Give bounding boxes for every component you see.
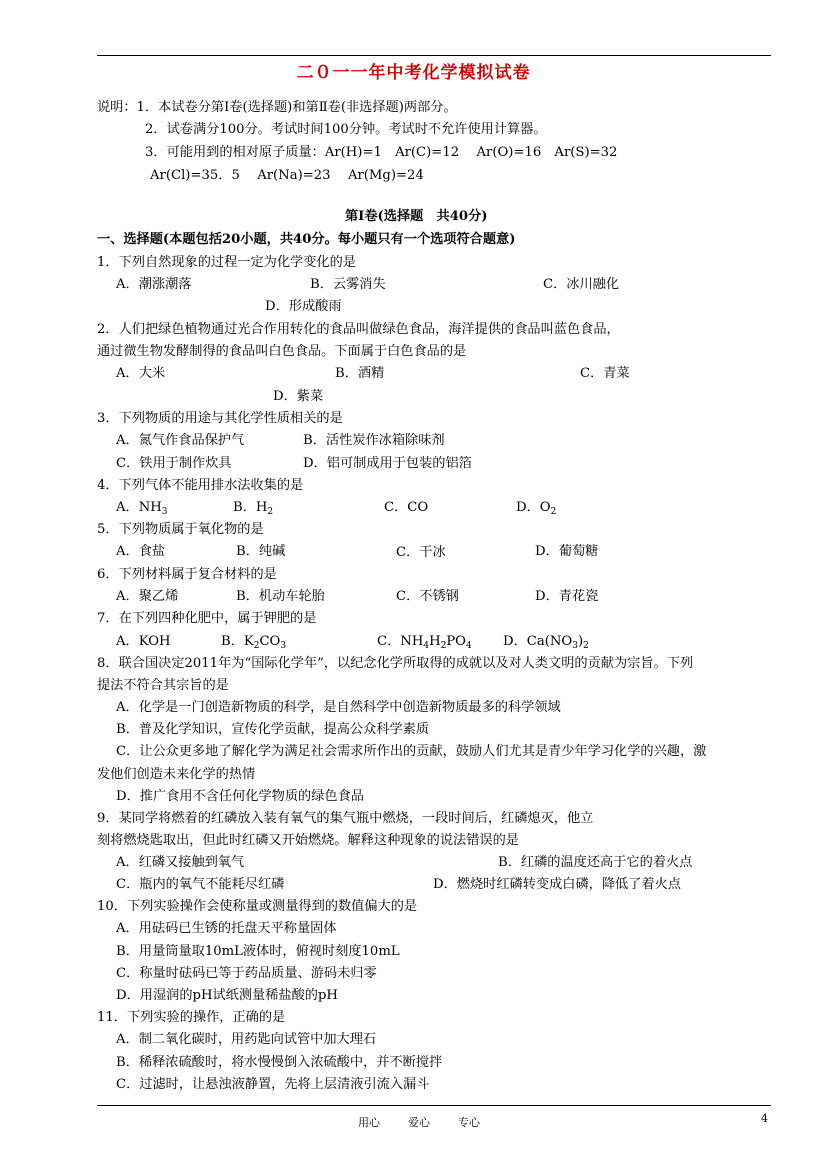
question-stem: 8．联合国决定2011年为“国际化学年”，以纪念化学所取得的成就以及对人类文明的贡献为宗旨。下列 [97,656,694,671]
question-stem-cont: 提法不符合其宗旨的是 [97,678,229,693]
footer-rule [97,1105,771,1106]
option-b: B．$H_2$ [233,500,274,517]
question-stem: 1．下列自然现象的过程一定为化学变化的是 [97,255,356,270]
option-b: B．机动车轮胎 [236,589,325,604]
option-a: A．$NH_3$ [116,500,168,517]
option-b: B．用量筒量取10mL液体时，俯视时刻度10mL [116,944,400,959]
option-a: A．KOH [116,634,171,649]
part-heading: 第Ⅰ卷(选择题 共40分) [345,209,488,224]
option-c: C．干冰 [396,545,446,560]
option-a: A．聚乙烯 [116,589,179,604]
question-stem-cont: 通过微生物发酵制得的食品叫白色食品。下面属于白色食品的是 [97,344,467,359]
page-title: 二０一一年中考化学模拟试卷 [296,63,531,83]
option-c-cont: 发他们创造未来化学的热情 [97,767,256,782]
option-c: C．让公众更多地了解化学为满足社会需求所作出的贡献，鼓励人们尤其是青少年学习化学的兴趣，激 [116,744,707,759]
option-d: D．$O_2$ [516,500,557,517]
question-stem: 2．人们把绿色植物通过光合作用转化的食品叫做绿色食品，海洋提供的食品叫蓝色食品， [97,322,620,337]
option-b: B．云雾消失 [310,277,386,292]
question-stem: 11．下列实验的操作，正确的是 [97,1010,286,1025]
option-c: C．瓶内的氧气不能耗尽红磷 [116,877,285,892]
option-d: D．$Ca(NO_3)_2$ [503,634,589,651]
option-c: C．不锈钢 [396,589,459,604]
option-c: C．CO [384,500,429,515]
option-d: D．青花瓷 [535,589,599,604]
option-a: A．制二氧化碳时，用药匙向试管中加大理石 [116,1032,377,1047]
header-rule [97,55,771,56]
option-b: B．活性炭作冰箱除味剂 [303,433,445,448]
option-b: B．稀释浓硫酸时，将水慢慢倒入浓硫酸中，并不断搅拌 [116,1055,443,1070]
question-stem: 3．下列物质的用途与其化学性质相关的是 [97,411,343,426]
option-a: A．大米 [116,366,166,381]
option-d: D．用湿润的pH试纸测量稀盐酸的pH [116,988,338,1003]
question-stem: 4．下列气体不能用排水法收集的是 [97,478,304,493]
option-c: C．冰川融化 [543,277,620,292]
option-a: A．红磷又接触到氧气 [116,855,245,870]
question-stem-cont: 刻将燃烧匙取出，但此时红磷又开始燃烧。解释这种现象的说法错误的是 [97,833,519,848]
footer-text-3: 专心 [458,1116,480,1129]
option-b: B．普及化学知识，宣传化学贡献，提高公众科学素质 [116,722,430,737]
option-c: C．称量时砝码已等于药品质量、游码未归零 [116,966,377,981]
instruction-line-2: 2．试卷满分100分。考试时间100分钟。考试时不允许使用计算器。 [145,122,547,137]
question-stem: 9．某同学将燃着的红磷放入装有氧气的集气瓶中燃烧，一段时间后，红磷熄灭，他立 [97,811,594,826]
instruction-line-4: Ar(Cl)=35．5 Ar(Na)=23 Ar(Mg)=24 [150,168,424,183]
option-b: B．纯碱 [236,544,286,559]
footer-text-2: 爱心 [408,1116,430,1129]
section-heading: 一、选择题(本题包括20小题，共40分。每小题只有一个选项符合题意) [97,232,516,247]
option-d: D．铝可制成用于包装的铝箔 [303,456,472,471]
instruction-line-1: 说明：1．本试卷分第Ⅰ卷(选择题)和第Ⅱ卷(非选择题)两部分。 [97,100,457,115]
option-c: C．$NH_4H_2PO_4$ [377,634,472,651]
option-b: B．$K_2CO_3$ [221,634,287,651]
question-stem: 5．下列物质属于氧化物的是 [97,522,264,537]
option-a: A．化学是一门创造新物质的科学，是自然科学中创造新物质最多的科学领域 [116,700,561,715]
option-d: D．燃烧时红磷转变成白磷，降低了着火点 [433,877,681,892]
option-c: C．过滤时，让悬浊液静置，先将上层清液引流入漏斗 [116,1077,430,1092]
option-a: A．氮气作食品保护气 [116,433,245,448]
option-c: C．铁用于制作炊具 [116,456,232,471]
footer-text-1: 用心 [358,1116,380,1129]
option-d: D．葡萄糖 [535,544,599,559]
option-b: B．红磷的温度还高于它的着火点 [498,855,693,870]
option-a: A．用砝码已生锈的托盘天平称量固体 [116,921,337,936]
page-number: 4 [761,1112,768,1125]
option-b: B．酒精 [335,366,385,381]
option-d: D．形成酸雨 [265,299,342,314]
option-d: D．推广食用不含任何化学物质的绿色食品 [116,789,364,804]
question-stem: 6．下列材料属于复合材料的是 [97,567,277,582]
option-c: C．青菜 [580,366,630,381]
option-a: A．食盐 [116,544,166,559]
question-stem: 10．下列实验操作会使称量或测量得到的数值偏大的是 [97,899,418,914]
question-stem: 7．在下列四种化肥中，属于钾肥的是 [97,611,317,626]
option-a: A．潮涨潮落 [116,277,192,292]
option-d: D．紫菜 [273,389,324,404]
instruction-line-3: 3．可能用到的相对原子质量：Ar(H)=1 Ar(C)=12 Ar(O)=16 Ar(S)=32 [145,145,618,160]
